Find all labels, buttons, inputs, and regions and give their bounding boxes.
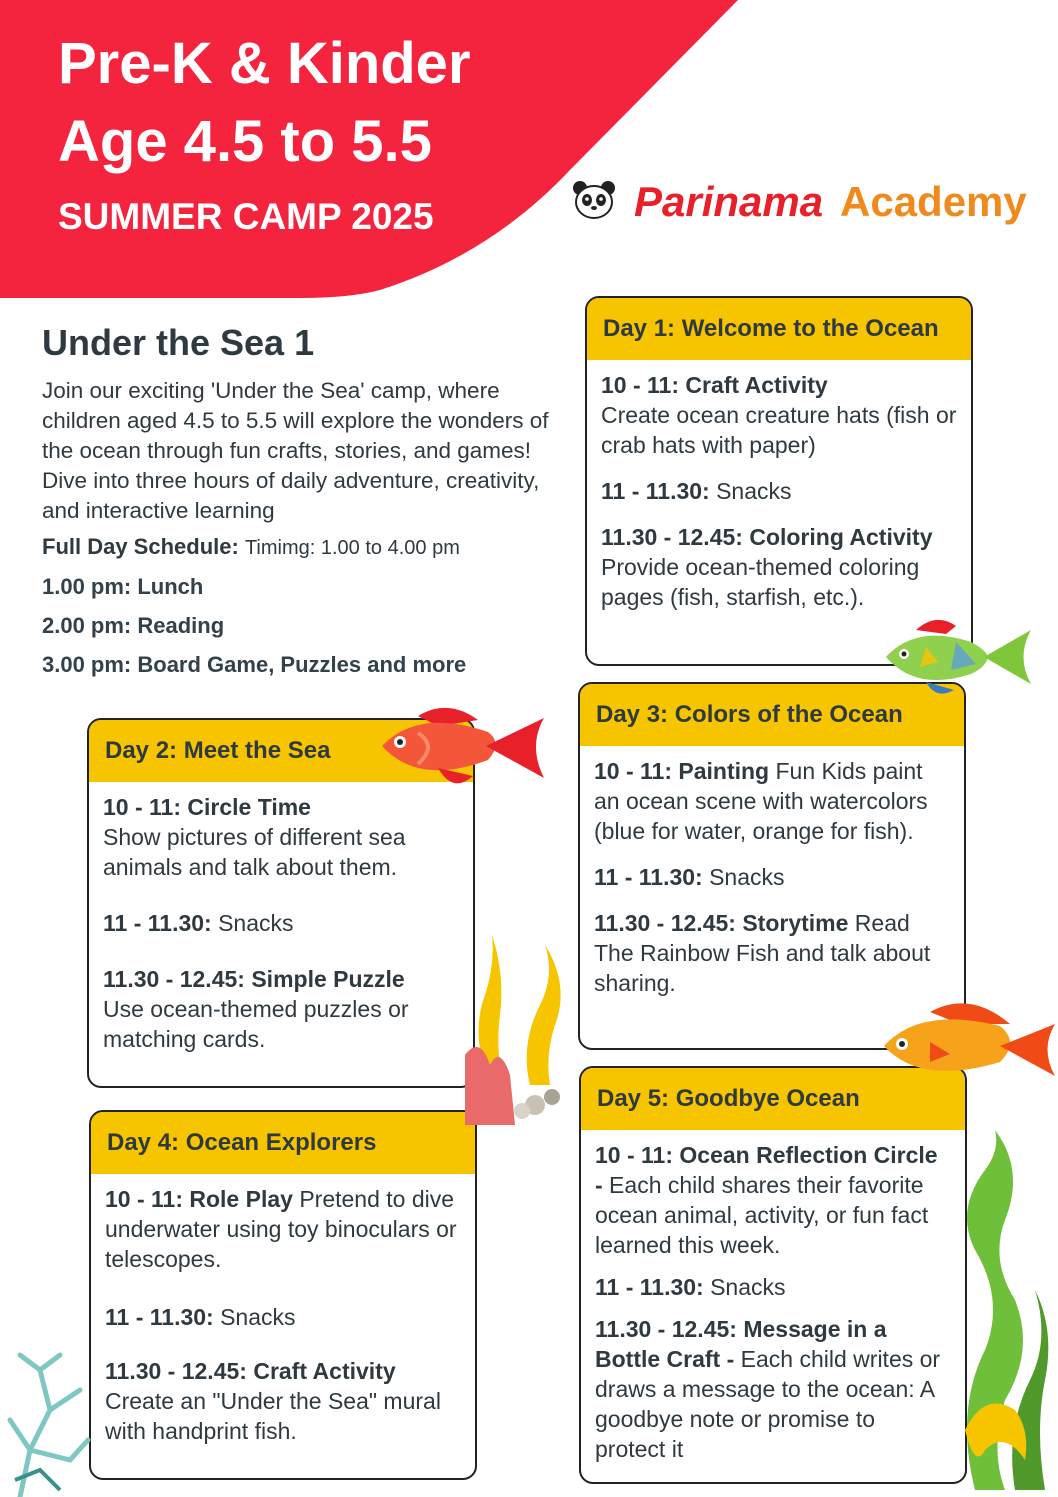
schedule-item: 3.00 pm: Board Game, Puzzles and more <box>42 652 467 677</box>
camp-name: SUMMER CAMP 2025 <box>58 196 434 237</box>
activity-text: Provide ocean-themed coloring pages (fish, starfish, etc.). <box>601 554 920 610</box>
schedule-item: 1.00 pm: Lunch <box>42 574 204 599</box>
activity-time: 11 - 11.30: <box>601 478 710 504</box>
day-4-activity-1 <box>105 1184 461 1274</box>
day-1-activity-1 <box>601 370 957 460</box>
activity-time: 10 - 11: Ocean Reflection Circle - <box>595 1142 938 1198</box>
activity-time: 11.30 - 12.45: Message in a Bottle Craft - <box>595 1316 887 1372</box>
day-5-title: Day 5: Goodbye Ocean <box>581 1068 965 1130</box>
activity-text: Snacks <box>703 1274 786 1300</box>
panda-icon <box>572 180 616 220</box>
activity-text: Each child shares their favorite ocean animal, activity, or fun fact learned this week. <box>595 1172 929 1258</box>
program-title: Pre-K & Kinder <box>58 31 471 96</box>
day-1-activity-2 <box>601 476 957 506</box>
activity-text: Show pictures of different sea animals and talk about them. <box>103 824 406 880</box>
activity-time: 10 - 11: Craft Activity <box>601 372 828 398</box>
day-5-activity-1 <box>595 1140 951 1260</box>
activity-text: Create ocean creature hats (fish or crab hats with paper) <box>601 402 957 458</box>
activity-time: 10 - 11: Painting <box>594 758 770 784</box>
activity-time: 11.30 - 12.45: Simple Puzzle <box>103 966 405 992</box>
full-day-schedule <box>42 534 582 561</box>
camp-title: Under the Sea 1 <box>42 322 315 363</box>
day-5-activity-3 <box>595 1314 951 1464</box>
day-1-card <box>585 296 973 666</box>
activity-time: 10 - 11: Role Play <box>105 1186 293 1212</box>
day-5-card <box>579 1066 967 1484</box>
day-3-activity-1 <box>594 756 950 846</box>
age-range: Age 4.5 to 5.5 <box>58 109 432 174</box>
intro-section <box>42 322 582 691</box>
activity-text: Snacks <box>702 864 785 890</box>
camp-description: Join our exciting 'Under the Sea' camp, where children aged 4.5 to 5.5 will explore the wonders of the ocean through fun crafts, stories, and games! Dive into three hours of daily adventure, creativity, and interactive learning <box>42 378 549 523</box>
seaweed-coral-icon <box>460 935 580 1125</box>
activity-time: 11 - 11.30: <box>595 1274 704 1300</box>
day-2-activity-2 <box>103 908 459 938</box>
activity-text: Create an "Under the Sea" mural with handprint fish. <box>105 1388 441 1444</box>
day-2-activity-1 <box>103 792 459 882</box>
day-4-activity-3 <box>105 1356 461 1446</box>
day-5-activity-2 <box>595 1272 951 1302</box>
activity-text: Snacks <box>213 1304 296 1330</box>
activity-text: Each child writes or draws a message to the ocean: A goodbye note or promise to protect it <box>595 1346 941 1462</box>
brand-name-part2: Academy <box>840 178 1027 225</box>
header-banner <box>0 0 1058 300</box>
activity-text: Snacks <box>211 910 294 936</box>
day-3-activity-2 <box>594 862 950 892</box>
activity-time: 11.30 - 12.45: Craft Activity <box>105 1358 396 1384</box>
activity-text: Snacks <box>709 478 792 504</box>
blue-coral-icon <box>0 1350 92 1497</box>
brand-name-part1: Parinama <box>634 178 824 225</box>
activity-time: 11 - 11.30: <box>594 864 703 890</box>
day-2-title: Day 2: Meet the Sea <box>89 720 473 782</box>
red-fish-icon <box>378 698 548 794</box>
day-4-activity-2 <box>105 1302 461 1332</box>
day-1-title: Day 1: Welcome to the Ocean <box>587 298 971 360</box>
activity-time: 11.30 - 12.45: Coloring Activity <box>601 524 933 550</box>
activity-text: Fun Kids paint an ocean scene with watercolors (blue for water, orange for fish). <box>594 758 928 844</box>
schedule-timing: Timimg: 1.00 to 4.00 pm <box>244 537 460 559</box>
green-fish-icon <box>876 612 1036 702</box>
green-seaweed-icon <box>945 1130 1058 1490</box>
schedule-label: Full Day Schedule: <box>42 534 239 559</box>
activity-time: 11 - 11.30: <box>103 910 212 936</box>
activity-time: 11 - 11.30: <box>105 1304 214 1330</box>
day-3-title: Day 3: Colors of the Ocean <box>580 684 964 746</box>
day-4-title: Day 4: Ocean Explorers <box>91 1112 475 1174</box>
day-4-card <box>89 1110 477 1480</box>
day-1-activity-3 <box>601 522 957 612</box>
schedule-item: 2.00 pm: Reading <box>42 613 225 638</box>
activity-time: 10 - 11: Circle Time <box>103 794 311 820</box>
activity-text: Pretend to dive underwater using toy binoculars or telescopes. <box>105 1186 457 1272</box>
orange-fish-icon <box>880 994 1058 1088</box>
activity-text: Use ocean-themed puzzles or matching cards. <box>103 996 409 1052</box>
day-2-activity-3 <box>103 964 459 1054</box>
activity-time: 11.30 - 12.45: Storytime <box>594 910 849 936</box>
day-3-activity-3 <box>594 908 950 998</box>
activity-text: Read The Rainbow Fish and talk about sharing. <box>594 910 931 996</box>
